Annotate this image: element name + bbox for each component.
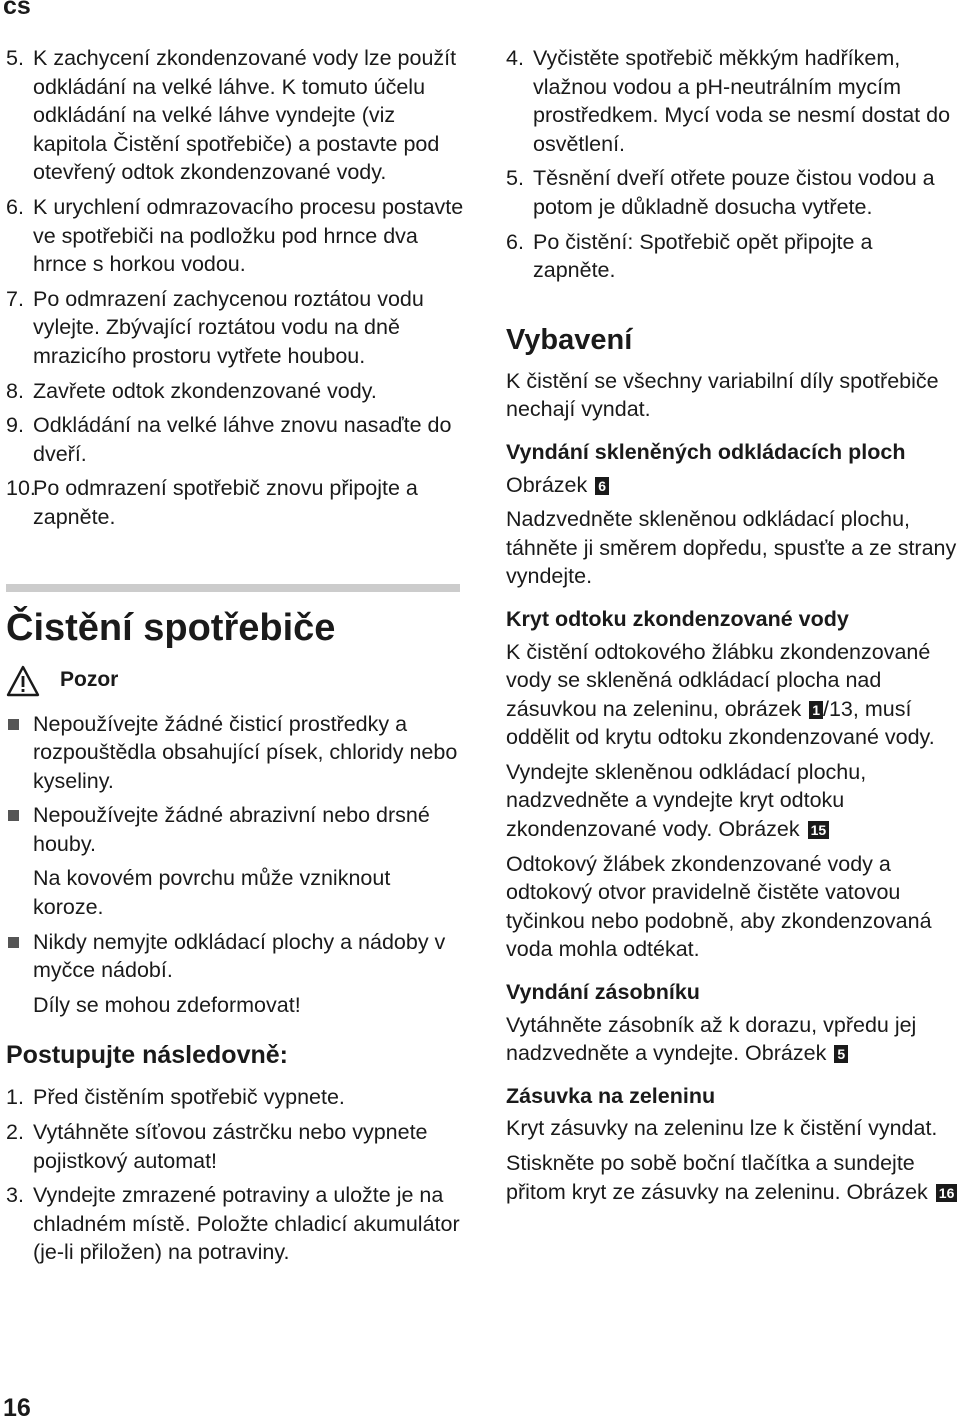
container-heading: Vyndání zásobníku <box>506 980 700 1005</box>
page-number: 16 <box>3 1394 31 1422</box>
drawer-heading: Zásuvka na zeleninu <box>506 1083 716 1108</box>
step-item: 4. Vyčistěte spotřebič měkkým hadříkem, vlažnou vodou a pH-neutrálním mycím prostředkem. Mycí voda se nesmí dostat do osvětlení. <box>506 46 951 156</box>
bullet-note: Na kovovém povrchu může vzniknout koroze. <box>33 866 391 920</box>
section-divider <box>6 584 460 592</box>
bullet-note: Díly se mohou zdeformovat! <box>33 992 301 1017</box>
drain-cover-text: Odtokový žlábek zkondenzované vody a odtokový otvor pravidelně čistěte vatovou tyčinkou nebo podobně, aby zkondenzovaná voda mohla odtékat. <box>506 851 932 962</box>
warning-callout <box>6 662 466 700</box>
figure-number-badge: 16 <box>936 1184 958 1202</box>
bullet-square-icon <box>8 719 19 730</box>
warning-label: Pozor <box>60 668 119 692</box>
figure-number-badge: 6 <box>595 477 609 495</box>
step-item: 2. Vytáhněte síťovou zástrčku nebo vypnete pojistkový automat! <box>6 1120 428 1173</box>
figure-number-badge: 15 <box>808 821 830 839</box>
right-column <box>506 44 960 1212</box>
drain-cover-heading: Kryt odtoku zkondenzované vody <box>506 606 849 631</box>
shelves-heading: Vyndání skleněných odkládacích ploch <box>506 439 906 464</box>
shelves-text: Nadzvedněte skleněnou odkládací plochu, táhněte ji směrem dopředu, spusťte a ze strany vyndejte. <box>506 507 957 589</box>
bullet-item: Nepoužívejte žádné abrazivní nebo drsné houby. <box>6 801 466 858</box>
list-item: 10. Po odmrazení spotřebič znovu připojte a zapněte. <box>6 476 418 529</box>
language-code: cs <box>3 0 31 20</box>
list-item: 9. Odkládání na velké láhve znovu nasaďte do dveří. <box>6 413 452 466</box>
warning-triangle-icon <box>6 665 40 697</box>
list-item: 5. K zachycení zkondenzované vody lze použít odkládání na velké láhve. K tomuto účelu odkládání na velké láhve vyndejte (viz kapitola Čistění spotřebiče) a postavte pod otevřený odtok zkondenzované vody. <box>6 46 457 185</box>
list-item: 6. K urychlení odmrazovacího procesu postavte ve spotřebiči na podložku pod hrnce dva hrnce s horkou vodou. <box>6 194 464 277</box>
container-text: Vytáhněte zásobník až k dorazu, vpředu jej nadzvedněte a vyndejte. Obrázek 5 <box>506 1012 917 1066</box>
step-item: 5. Těsnění dveří otřete pouze čistou vodou a potom je důkladně dosucha vytřete. <box>506 166 935 219</box>
procedure-title: Postupujte následovně: <box>6 1041 288 1070</box>
figure-number-badge: 1 <box>809 701 823 719</box>
step-item: 3. Vyndejte zmrazené potraviny a uložte je na chladném místě. Položte chladicí akumulátor (je-li přiložen) na potraviny. <box>6 1183 460 1265</box>
step-item: 6. Po čistění: Spotřebič opět připojte a zapněte. <box>506 229 873 283</box>
equipment-intro: K čistění se všechny variabilní díly spotřebiče nechají vyndat. <box>506 368 939 422</box>
step-item: 1. Před čistěním spotřebič vypnete. <box>6 1085 345 1110</box>
drain-cover-text: K čistění odtokového žlábku zkondenzované vody se skleněná odkládací plocha nad zásuvkou na zeleninu, obrázek 1 /13, musí oddělit od krytu odtoku zkondenzované vody. <box>506 639 935 750</box>
drawer-text: Stiskněte po sobě boční tlačítka a sundejte přitom kryt ze zásuvky na zeleninu. Obrázek 16 <box>506 1149 960 1206</box>
list-item: 7. Po odmrazení zachycenou roztátou vodu vylejte. Zbývající roztátou vodu na dně mrazicího prostoru vytřete houbou. <box>6 286 424 368</box>
bullet-item: Nepoužívejte žádné čisticí prostředky a rozpouštědla obsahující písek, chloridy nebo kyseliny. <box>6 710 466 796</box>
list-item: 8. Zavřete odtok zkondenzované vody. <box>6 378 377 403</box>
drawer-text: Kryt zásuvky na zeleninu lze k čistění vyndat. <box>506 1116 938 1141</box>
figure-number-badge: 5 <box>834 1045 848 1063</box>
section-title: Čistění spotřebiče <box>6 606 336 649</box>
bullet-square-icon <box>8 937 19 948</box>
drain-cover-text: Vyndejte skleněnou odkládací plochu, nadzvedněte a vyndejte kryt odtoku zkondenzované vody. Obrázek 15 <box>506 759 867 842</box>
left-column <box>6 44 466 1273</box>
figure-reference: Obrázek 6 <box>506 471 960 500</box>
bullet-item: Nikdy nemyjte odkládací plochy a nádoby v myčce nádobí. <box>6 928 466 985</box>
bullet-square-icon <box>8 810 19 821</box>
equipment-title: Vybavení <box>506 323 633 356</box>
